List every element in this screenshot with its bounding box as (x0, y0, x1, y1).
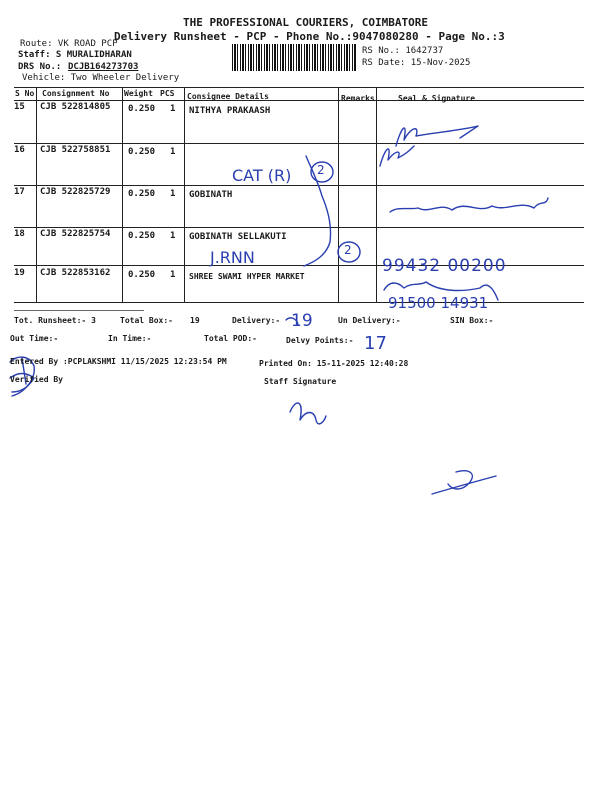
tot-runsheet: Tot. Runsheet:- 3 (14, 316, 96, 325)
row-consignment: CJB 522758851 (40, 145, 111, 155)
handwritten-delivery-points: 17 (364, 333, 387, 354)
out-time-label: Out Time:- (10, 334, 59, 343)
col-pcs: PCS (160, 89, 175, 98)
row-sno: 15 (14, 102, 25, 112)
col-remarks: Remarks (341, 94, 375, 103)
col-consignment: Consignment No (42, 89, 110, 98)
staff-signature-label: Staff Signature (264, 377, 337, 386)
row-consignee: GOBINATH SELLAKUTI (189, 232, 287, 242)
circle-2a-digit: 2 (317, 163, 325, 177)
row-weight: 0.250 (128, 104, 156, 114)
sin-box-label: SIN Box:- (450, 316, 494, 325)
totals-rule (14, 310, 144, 311)
col-seal: Seal & Signature (398, 94, 476, 103)
col-consignee: Consignee Details (187, 92, 269, 101)
row18-handwritten-note: J.RNN (210, 248, 255, 267)
row-weight: 0.250 (128, 231, 156, 241)
row-consignment: CJB 522853162 (40, 268, 111, 278)
row-consignee: SHREE SWAMI HYPER MARKET (189, 272, 305, 281)
rs-date: RS Date: 15-Nov-2025 (362, 58, 471, 68)
staff-text: Staff: S MURALIDHARAN (18, 50, 132, 60)
row-pcs: 1 (170, 147, 176, 157)
circle-2b-digit: 2 (344, 243, 352, 257)
row-sno: 18 (14, 229, 25, 239)
row-consignment: CJB 522825754 (40, 229, 111, 239)
row-weight: 0.250 (128, 270, 156, 280)
drs-number: DCJB164273703 (68, 62, 139, 72)
rs-number: RS No.: 1642737 (362, 46, 444, 56)
staff-signature-mark (290, 403, 326, 424)
undelivery-label: Un Delivery:- (338, 316, 401, 325)
total-box-value: 19 (190, 316, 200, 325)
route-text: Route: VK ROAD PCP (20, 39, 118, 49)
in-time-label: In Time:- (108, 334, 152, 343)
col-sno: S No (15, 89, 35, 98)
row-sno: 19 (14, 268, 25, 278)
signature-row15 (396, 126, 478, 146)
row16-handwritten-note: CAT (R) (232, 166, 292, 185)
entered-by: Entered By :PCPLAKSHMI 11/15/2025 12:23:54 PM (10, 357, 227, 366)
row-consignee: GOBINATH (189, 190, 233, 200)
row-consignee: NITHYA PRAKAASH (189, 106, 271, 116)
total-box-label: Total Box:- (120, 316, 173, 325)
signature-row16 (380, 146, 414, 166)
row-consignment: CJB 522825729 (40, 187, 111, 197)
verified-by: Verified By (10, 375, 63, 384)
drs-label: DRS No.: (18, 62, 62, 72)
handwritten-delivered-count: 19 (291, 311, 313, 331)
row-pcs: 1 (170, 189, 176, 199)
printed-on: Printed On: 15-11-2025 12:40:28 (259, 359, 409, 368)
runsheet-subtitle: Delivery Runsheet - PCP - Phone No.:9047080280 - Page No.:3 (114, 30, 505, 43)
row-consignment: CJB 522814805 (40, 102, 111, 112)
pen-scribble (432, 471, 496, 494)
delivery-label: Delivery:- (232, 316, 281, 325)
row-pcs: 1 (170, 270, 176, 280)
row-weight: 0.250 (128, 189, 156, 199)
row-sno: 17 (14, 187, 25, 197)
company-title: THE PROFESSIONAL COURIERS, COIMBATORE (183, 16, 429, 29)
row-weight: 0.250 (128, 147, 156, 157)
row-pcs: 1 (170, 231, 176, 241)
handwritten-phone-1: 99432 00200 (382, 256, 507, 276)
signature-row17 (390, 198, 548, 212)
total-pod-label: Total POD:- (204, 334, 257, 343)
row-sno: 16 (14, 145, 25, 155)
vehicle-text: Vehicle: Two Wheeler Delivery (22, 73, 180, 83)
row-pcs: 1 (170, 104, 176, 114)
handwritten-phone-2: 91500 14931 (388, 294, 489, 312)
delvy-points-label: Delvy Points:- (286, 336, 354, 345)
col-weight: Weight (124, 89, 153, 98)
